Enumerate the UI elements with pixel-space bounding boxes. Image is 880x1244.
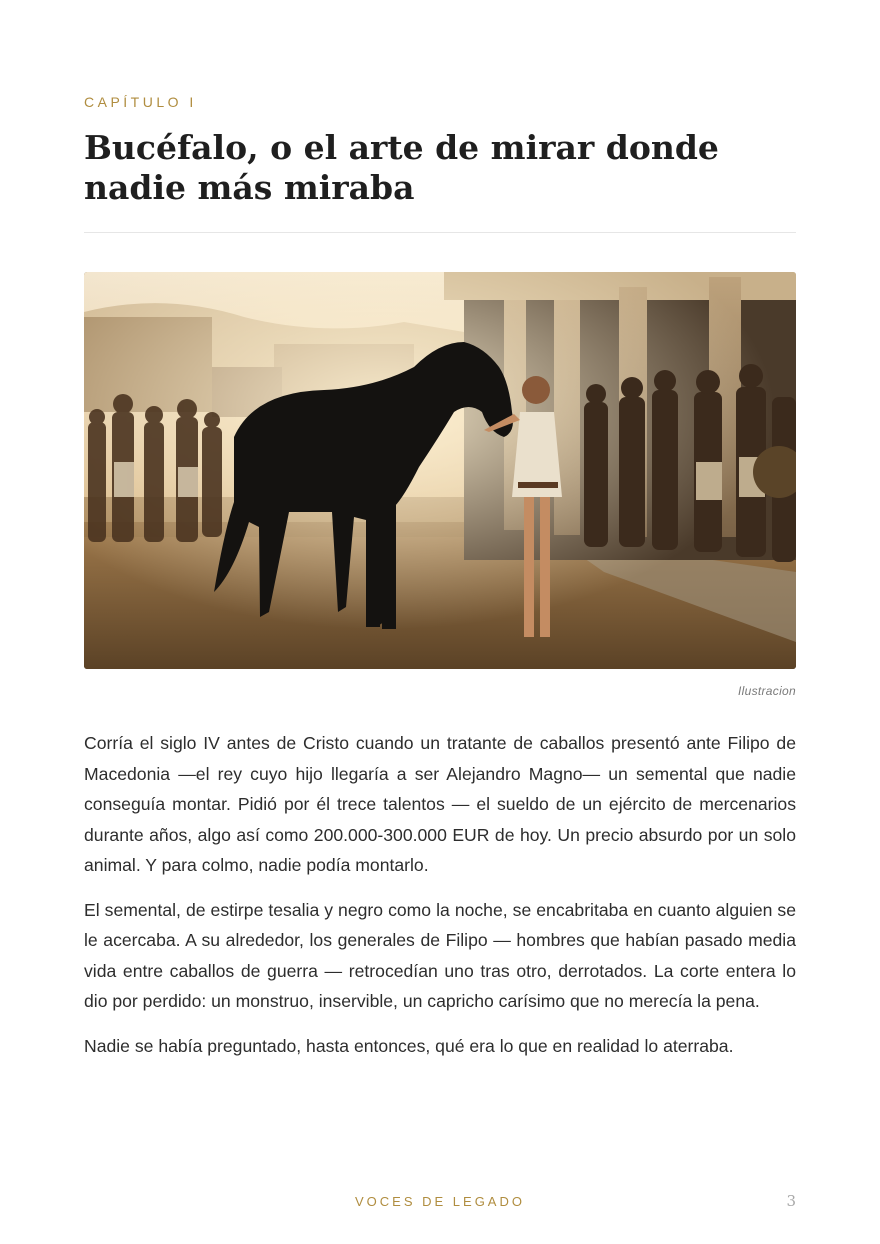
footer-brand: VOCES DE LEGADO — [355, 1194, 525, 1209]
chapter-illustration — [84, 272, 796, 669]
paragraph: Corría el siglo IV antes de Cristo cuando un tratante de caballos presentó ante Filipo de Macedonia —el rey cuyo hijo llegaría a ser Alejandro Magno— un semental que nadie conseguía montar. Pidió por él trece talentos — el sueldo de un ejército de mercenarios durante años, algo así como 200.000-300.000 EUR de hoy. Un precio absurdo por un solo animal. Y para colmo, nadie podía montarlo. — [84, 733, 796, 875]
document-page — [84, 0, 796, 1244]
title-divider — [84, 232, 796, 233]
figure-caption: Ilustracion — [738, 684, 796, 698]
illustration-image — [84, 272, 796, 669]
chapter-body — [84, 728, 796, 1075]
paragraph: El semental, de estirpe tesalia y negro como la noche, se encabritaba en cuanto alguien se le acercaba. A su alrededor, los generales de Filipo — hombres que habían pasado media vida entre caballos de guerra — retrocedían uno tras otro, derrotados. La corte entera lo dio por perdido: un monstruo, inservible, un capricho carísimo que no merecía la pena. — [84, 899, 796, 1011]
page-number: 3 — [786, 1192, 796, 1210]
paragraph: Nadie se había preguntado, hasta entonces, qué era lo que en realidad lo aterraba. — [84, 1035, 734, 1056]
chapter-title: Bucéfalo, o el arte de mirar donde nadie más miraba — [84, 128, 719, 207]
chapter-label: CAPÍTULO I — [84, 94, 197, 110]
